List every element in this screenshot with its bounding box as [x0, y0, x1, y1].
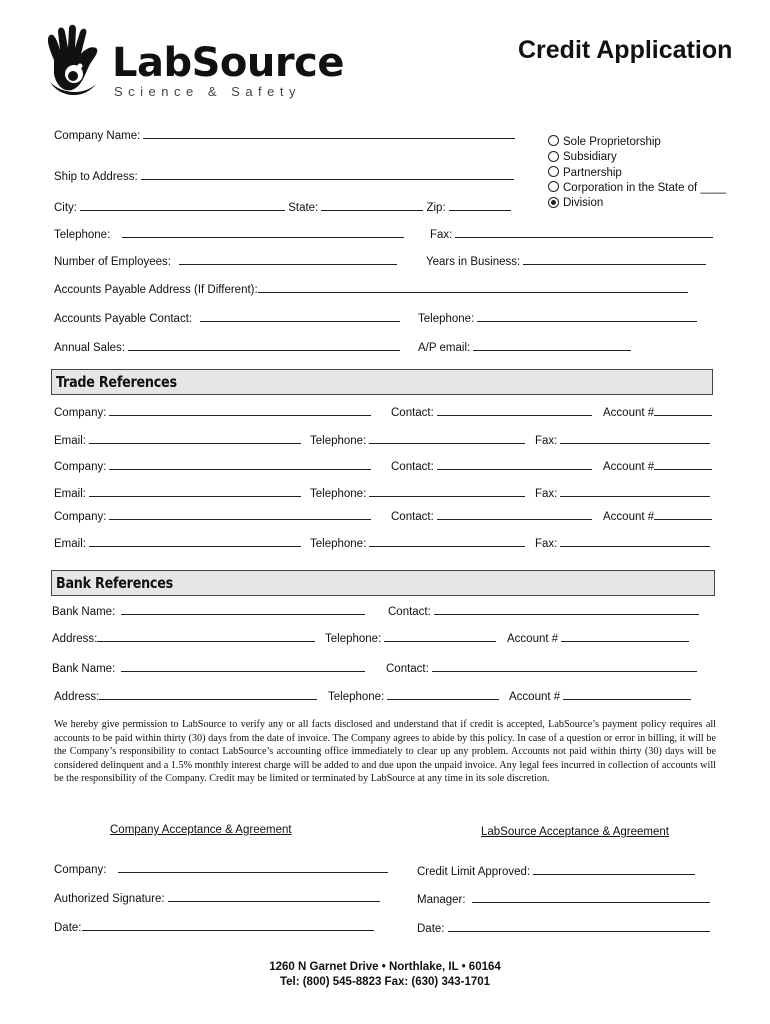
bank-name-row-2: Bank Name: — [52, 660, 365, 675]
city-field[interactable] — [80, 199, 285, 211]
bank-account-field[interactable] — [561, 630, 689, 642]
page-title: Credit Application — [518, 36, 733, 64]
labsource-date-row: Date: — [417, 920, 710, 935]
trade-company-row-2: Company: — [54, 458, 371, 473]
footer-phones: Tel: (800) 545-8823 Fax: (630) 343-1701 — [279, 976, 491, 988]
trade-fax-row-2: Fax: — [535, 485, 710, 500]
agreement-company-row: Company: — [54, 861, 388, 876]
footer-address: 1260 N Garnet Drive • Northlake, IL • 60164 — [269, 961, 501, 973]
trade-account-row-3: Account # — [603, 508, 712, 523]
trade-account-field[interactable] — [654, 404, 712, 416]
bank-name-row-1: Bank Name: — [52, 603, 365, 618]
trade-telephone-field[interactable] — [369, 535, 525, 547]
telephone-row — [54, 226, 404, 241]
bank-telephone-row-2: Telephone: — [328, 688, 499, 703]
option-sole-proprietorship[interactable]: Sole Proprietorship — [548, 135, 726, 150]
city-row — [54, 199, 511, 214]
bank-name-field[interactable] — [121, 603, 365, 615]
ap-email-row — [418, 339, 631, 354]
trade-email-row-2: Email: — [54, 485, 301, 500]
bank-address-field[interactable] — [99, 688, 317, 700]
ap-contact-field[interactable] — [200, 310, 400, 322]
trade-contact-row-3: Contact: — [391, 508, 592, 523]
telephone-field[interactable] — [122, 226, 404, 238]
trade-contact-field[interactable] — [437, 458, 592, 470]
ship-to-row — [54, 168, 514, 183]
fax-field[interactable] — [455, 226, 713, 238]
company-agreement-heading: Company Acceptance & Agreement — [110, 824, 292, 836]
trade-telephone-row-3: Telephone: — [310, 535, 525, 550]
trade-fax-field[interactable] — [560, 535, 710, 547]
bank-references-title: Bank References — [56, 574, 173, 592]
bank-references-header — [51, 570, 715, 596]
business-type-group — [548, 135, 726, 211]
logo-wordmark: LabSource — [112, 40, 344, 86]
trade-telephone-field[interactable] — [369, 485, 525, 497]
authorized-signature-row: Authorized Signature: — [54, 890, 380, 905]
trade-fax-row-1: Fax: — [535, 432, 710, 447]
trade-fax-field[interactable] — [560, 485, 710, 497]
authorized-signature-field[interactable] — [168, 890, 380, 902]
bank-account-row-2: Account # — [509, 688, 691, 703]
ap-email-field[interactable] — [473, 339, 631, 351]
trade-telephone-field[interactable] — [369, 432, 525, 444]
annual-sales-label: Annual Sales: — [54, 342, 125, 354]
bank-contact-row-2: Contact: — [386, 660, 697, 675]
trade-account-field[interactable] — [654, 458, 712, 470]
trade-telephone-row-1: Telephone: — [310, 432, 525, 447]
trade-company-field[interactable] — [109, 404, 371, 416]
bank-address-row-1: Address: — [52, 630, 315, 645]
trade-contact-row-1: Contact: — [391, 404, 592, 419]
trade-account-row-1: Account # — [603, 404, 712, 419]
ap-contact-row — [54, 310, 400, 325]
credit-limit-row: Credit Limit Approved: — [417, 863, 695, 878]
bank-account-field[interactable] — [563, 688, 691, 700]
trade-company-field[interactable] — [109, 458, 371, 470]
bank-contact-field[interactable] — [432, 660, 697, 672]
years-label: Years in Business: — [426, 256, 521, 268]
employees-label: Number of Employees: — [54, 256, 171, 268]
option-division[interactable]: Division — [548, 196, 726, 211]
labsource-agreement-heading: LabSource Acceptance & Agreement — [481, 826, 669, 838]
company-name-field[interactable] — [143, 127, 515, 139]
ap-address-label: Accounts Payable Address (If Different): — [54, 284, 258, 296]
company-name-row — [54, 127, 515, 142]
bank-telephone-field[interactable] — [384, 630, 496, 642]
labsource-date-field[interactable] — [448, 920, 710, 932]
trade-references-title: Trade References — [56, 373, 177, 391]
trade-email-field[interactable] — [89, 485, 301, 497]
bank-telephone-field[interactable] — [387, 688, 499, 700]
ap-telephone-row — [418, 310, 697, 325]
fax-label: Fax: — [430, 229, 453, 241]
trade-company-row-3: Company: — [54, 508, 371, 523]
hand-logo-icon — [44, 24, 106, 100]
trade-email-field[interactable] — [89, 535, 301, 547]
city-label: City: — [54, 202, 77, 214]
bank-telephone-row-1: Telephone: — [325, 630, 496, 645]
bank-contact-row-1: Contact: — [388, 603, 699, 618]
trade-contact-field[interactable] — [437, 404, 592, 416]
trade-fax-row-3: Fax: — [535, 535, 710, 550]
zip-field[interactable] — [449, 199, 511, 211]
ap-telephone-field[interactable] — [477, 310, 697, 322]
credit-limit-field[interactable] — [533, 863, 695, 875]
annual-sales-field[interactable] — [128, 339, 400, 351]
bank-contact-field[interactable] — [434, 603, 699, 615]
trade-email-row-1: Email: — [54, 432, 301, 447]
option-subsidiary[interactable]: Subsidiary — [548, 150, 726, 165]
agreement-date-row: Date: — [54, 919, 374, 934]
ap-contact-label: Accounts Payable Contact: — [54, 313, 193, 325]
trade-company-field[interactable] — [109, 508, 371, 520]
fax-row — [430, 226, 713, 241]
ap-telephone-label: Telephone: — [418, 313, 475, 325]
bank-address-field[interactable] — [97, 630, 315, 642]
trade-email-field[interactable] — [89, 432, 301, 444]
state-field[interactable] — [321, 199, 423, 211]
ship-to-field[interactable] — [141, 168, 514, 180]
trade-contact-field[interactable] — [437, 508, 592, 520]
annual-sales-row — [54, 339, 400, 354]
telephone-label: Telephone: — [54, 229, 111, 241]
trade-fax-field[interactable] — [560, 432, 710, 444]
trade-references-header — [51, 369, 713, 395]
years-field[interactable] — [523, 253, 706, 265]
trade-company-row-1: Company: — [54, 404, 371, 419]
radio-icon[interactable] — [548, 151, 559, 162]
trade-telephone-row-2: Telephone: — [310, 485, 525, 500]
bank-address-row-2: Address: — [54, 688, 317, 703]
bank-name-field[interactable] — [121, 660, 365, 672]
ap-address-field[interactable] — [258, 281, 688, 293]
logo-tagline: Science & Safety — [114, 84, 301, 99]
bank-account-row-1: Account # — [507, 630, 689, 645]
radio-icon[interactable] — [548, 135, 559, 146]
state-label: State: — [288, 202, 319, 214]
employees-row — [54, 253, 397, 268]
trade-email-row-3: Email: — [54, 535, 301, 550]
manager-field[interactable] — [472, 891, 710, 903]
manager-row: Manager: — [417, 891, 710, 906]
ap-email-label: A/P email: — [418, 342, 471, 354]
trade-account-field[interactable] — [654, 508, 712, 520]
years-row — [426, 253, 706, 268]
radio-selected-icon[interactable] — [548, 197, 559, 208]
option-partnership[interactable]: Partnership — [548, 166, 726, 181]
ship-to-label: Ship to Address: — [54, 171, 138, 183]
permission-paragraph: We hereby give permission to LabSource to verify any or all facts disclosed and understand that if credit is accepted, LabSource’s payment policy requires all accounts to be paid within thirty (30) days from the date of invoice. The Company agrees to abide by this policy. In case of a question or error in billing, it will be the Company’s responsibility to contact LabSource’s accounting office immediately to clear up any problem. Accounts not paid within thirty (30) days will be considered delinquent and a 1.5% monthly interest charge will be added to and due upon the unpaid invoice. Any legal fees incurred in collection of accounts will be the responsibility of the Company. Credit may be limited or terminated by LabSource at any time in its sole discretion. — [54, 719, 716, 785]
trade-account-row-2: Account # — [603, 458, 712, 473]
radio-icon[interactable] — [548, 166, 559, 177]
radio-icon[interactable] — [548, 181, 559, 192]
agreement-company-field[interactable] — [118, 861, 388, 873]
employees-field[interactable] — [179, 253, 397, 265]
ap-address-row — [54, 281, 688, 296]
company-name-label: Company Name: — [54, 130, 141, 142]
option-corporation[interactable]: Corporation in the State of ____ — [548, 181, 726, 196]
trade-contact-row-2: Contact: — [391, 458, 592, 473]
agreement-date-field[interactable] — [82, 919, 374, 931]
zip-label: Zip: — [426, 202, 446, 214]
